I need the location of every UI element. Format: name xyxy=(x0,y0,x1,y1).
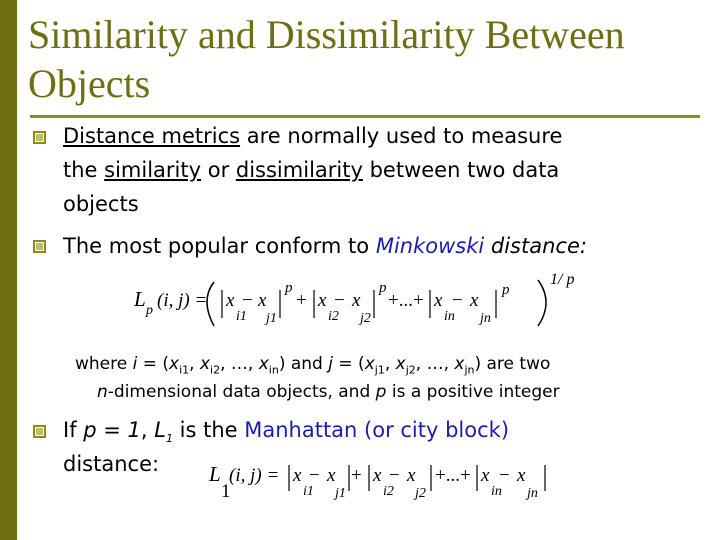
formula-sub: in xyxy=(491,484,502,499)
bullet-text: is the xyxy=(172,418,245,442)
note-line-2 xyxy=(75,378,675,406)
note-var: x xyxy=(395,354,406,374)
formula-dots: +...+ xyxy=(388,290,424,311)
formula-args: (i, j) = xyxy=(157,290,208,311)
formula-sub: j1 xyxy=(266,311,277,326)
formula-sub: j2 xyxy=(415,486,426,501)
formula-L: L xyxy=(209,462,221,486)
manhattan-term: Manhattan (or city block) xyxy=(244,418,510,442)
note-text: -dimensional data objects, and xyxy=(107,382,376,402)
note-var: x xyxy=(199,354,211,374)
title-divider xyxy=(30,115,700,118)
formula-sub: in xyxy=(444,309,455,324)
formula-left-paren xyxy=(207,282,214,326)
bullet-var: p = 1 xyxy=(83,418,141,442)
slide-title: Similarity and Dissimilarity Between Objects xyxy=(28,12,625,106)
note-text: = ( xyxy=(137,354,170,374)
formula-sub: j1 xyxy=(335,486,346,501)
bullet-text: objects xyxy=(63,192,139,216)
bullet-distance-metrics xyxy=(63,119,562,221)
note-sub: i2 xyxy=(210,363,221,377)
formula-x: x xyxy=(327,465,336,486)
formula-sub: i2 xyxy=(328,309,339,324)
note-sub: j1 xyxy=(374,363,385,377)
formula-x: x xyxy=(481,465,490,486)
bullet-var: L xyxy=(154,418,166,442)
formula-exp: p xyxy=(502,282,510,298)
bullet-text: If xyxy=(63,418,84,442)
note-text: , xyxy=(443,354,455,374)
note-sub: jn xyxy=(464,363,475,377)
formula-x: x xyxy=(293,465,302,486)
formula-minus: − xyxy=(309,465,320,486)
note-var: i xyxy=(132,354,138,374)
note-text: , xyxy=(384,354,396,374)
formula-sub: j2 xyxy=(360,311,371,326)
bullet-text: , xyxy=(140,418,155,442)
bullet-text: distance: xyxy=(484,234,587,258)
formula-dots: +...+ xyxy=(435,465,471,486)
formula-sub-1: 1 xyxy=(221,481,231,502)
note-var: x xyxy=(454,354,465,374)
note-var: x xyxy=(169,354,180,374)
formula-minus: − xyxy=(334,290,345,311)
formula-right-paren xyxy=(538,280,546,326)
link-similarity[interactable]: similarity xyxy=(104,158,202,182)
minkowski-term: Minkowski xyxy=(375,234,485,258)
formula-sub: jn xyxy=(527,486,538,501)
note-sub: i1 xyxy=(179,363,190,377)
note-var: x xyxy=(258,354,269,374)
formula-sub: i2 xyxy=(383,484,394,499)
formula-sub-p: p xyxy=(146,303,153,318)
note-text: ) and xyxy=(278,354,329,374)
minkowski-note xyxy=(75,350,675,406)
formula-minus: − xyxy=(242,290,253,311)
formula-x: x xyxy=(407,465,416,486)
slide-left-accent-bar xyxy=(0,0,17,540)
formula-exp: p xyxy=(379,280,387,296)
bullet-minkowski xyxy=(63,229,587,263)
formula-sub: i1 xyxy=(236,309,247,324)
link-dissimilarity[interactable]: dissimilarity xyxy=(235,158,363,182)
formula-x: x xyxy=(517,465,526,486)
bullet-square-icon xyxy=(33,425,46,438)
formula-L: L xyxy=(134,287,146,311)
bullet-text: distance: xyxy=(63,452,160,476)
note-var: j xyxy=(328,354,333,374)
note-var: n xyxy=(97,382,108,402)
manhattan-formula xyxy=(205,455,575,505)
formula-sub: i1 xyxy=(303,484,314,499)
note-text: ) are two xyxy=(474,354,551,374)
note-var: x xyxy=(364,354,375,374)
formula-x: x xyxy=(258,290,267,311)
bullet-text: between two data xyxy=(362,158,560,182)
minkowski-formula xyxy=(130,268,600,334)
formula-x: x xyxy=(470,290,479,311)
formula-plus: + xyxy=(351,465,362,486)
note-text: , xyxy=(220,354,231,374)
note-text: = ( xyxy=(333,354,365,374)
bullet-text: the xyxy=(63,158,105,182)
note-text: , xyxy=(415,354,427,374)
bullet-text: are normally used to measure xyxy=(240,124,563,148)
note-line-1 xyxy=(75,350,675,378)
note-text: , xyxy=(247,354,259,374)
note-text: … xyxy=(230,354,248,374)
formula-outer-exp: 1/ p xyxy=(550,271,575,288)
formula-x: x xyxy=(352,290,361,311)
bullet-square-icon xyxy=(33,240,46,253)
formula-x: x xyxy=(318,290,327,311)
formula-x: x xyxy=(226,290,235,311)
bullet-text: or xyxy=(201,158,236,182)
formula-minus: − xyxy=(452,290,463,311)
formula-minus: − xyxy=(389,465,400,486)
bullet-text: The most popular conform to xyxy=(63,234,376,258)
formula-minus: − xyxy=(499,465,510,486)
note-var: p xyxy=(375,382,387,402)
note-sub: in xyxy=(268,363,279,377)
formula-sub: jn xyxy=(480,311,491,326)
note-text: where xyxy=(75,354,133,374)
formula-x: x xyxy=(373,465,382,486)
bullet-square-icon xyxy=(33,131,46,144)
note-text: , xyxy=(189,354,200,374)
formula-args: (i, j) = xyxy=(229,465,280,486)
formula-exp: p xyxy=(285,280,293,296)
link-distance-metrics[interactable]: Distance metrics xyxy=(63,124,241,148)
formula-plus: + xyxy=(296,290,307,311)
note-text: is a positive integer xyxy=(386,382,560,402)
note-sub: j2 xyxy=(405,363,416,377)
bullet-sub: 1 xyxy=(165,432,173,446)
formula-x: x xyxy=(434,290,443,311)
note-text: … xyxy=(426,354,444,374)
